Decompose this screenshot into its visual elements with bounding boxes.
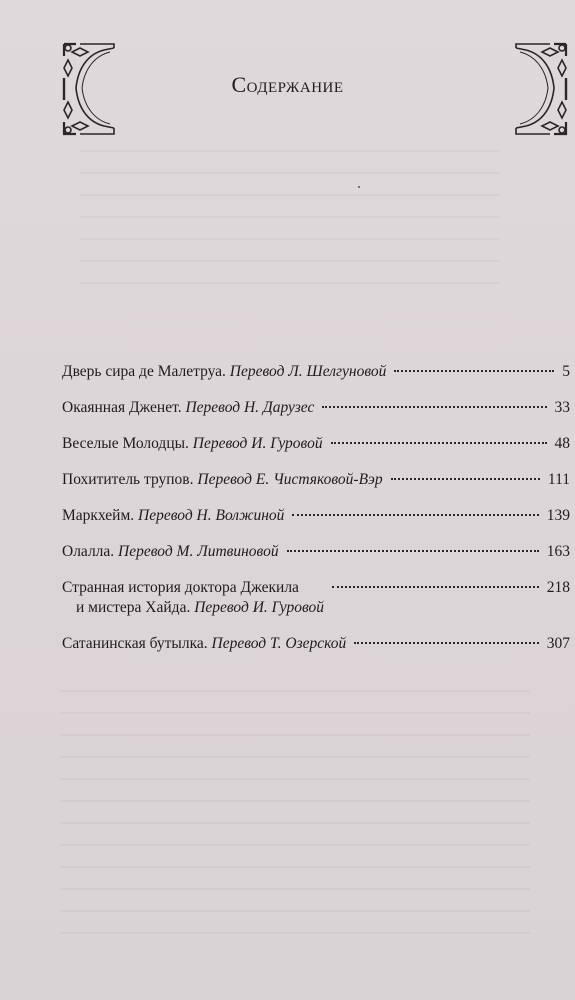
toc-entry[interactable]: [62, 362, 570, 382]
bleed-through: [80, 150, 500, 290]
toc-entry[interactable]: [62, 434, 570, 454]
story-title: Дверь сира де Малетруа.: [62, 363, 226, 380]
dot-leader: [391, 478, 540, 480]
toc-entry[interactable]: [62, 542, 570, 562]
story-title-line1: Странная история доктора Джекила: [62, 579, 299, 596]
dot-leader: [332, 586, 539, 588]
story-title: Похититель трупов.: [62, 471, 194, 488]
page-title: Содержание: [231, 72, 344, 97]
table-of-contents: [62, 362, 570, 670]
translator-credit: Перевод Е. Чистяковой-Вэр: [197, 471, 383, 488]
toc-entry[interactable]: [62, 578, 570, 618]
page-number: 218: [546, 579, 570, 596]
translator-credit: Перевод Т. Озерской: [211, 635, 347, 652]
translator-credit: Перевод Н. Волжиной: [138, 507, 285, 524]
page-number: 307: [546, 635, 570, 652]
story-title-line2: и мистера Хайда.: [76, 599, 191, 616]
page-number: 5: [562, 363, 570, 380]
dot-leader: [292, 514, 538, 516]
dot-leader: [287, 550, 539, 552]
page-number: 111: [547, 471, 570, 488]
translator-credit: Перевод Н. Дарузес: [185, 399, 315, 416]
toc-entry[interactable]: [62, 506, 570, 526]
page-number: 139: [546, 507, 570, 524]
translator-credit: Перевод М. Литвиновой: [118, 543, 279, 560]
toc-entry[interactable]: [62, 470, 570, 490]
page-number: 163: [546, 543, 570, 560]
bleed-through: [60, 690, 530, 950]
dot-leader: [331, 442, 547, 444]
story-title: Веселые Молодцы.: [62, 435, 189, 452]
dot-leader: [354, 642, 538, 644]
page-number: 48: [554, 435, 570, 452]
story-title: Олалла.: [62, 543, 115, 560]
dot-leader: [394, 370, 554, 372]
translator-credit: Перевод Л. Шелгуновой: [229, 363, 387, 380]
story-title: Окаянная Дженет.: [62, 399, 182, 416]
toc-entry[interactable]: [62, 398, 570, 418]
toc-entry[interactable]: [62, 634, 570, 654]
print-speck: [358, 186, 360, 188]
dot-leader: [322, 406, 546, 408]
page-number: 33: [554, 399, 570, 416]
story-title: Сатанинская бутылка.: [62, 635, 208, 652]
translator-credit: Перевод И. Гуровой: [194, 599, 324, 616]
translator-credit: Перевод И. Гуровой: [192, 435, 323, 452]
story-title: Маркхейм.: [62, 507, 135, 524]
